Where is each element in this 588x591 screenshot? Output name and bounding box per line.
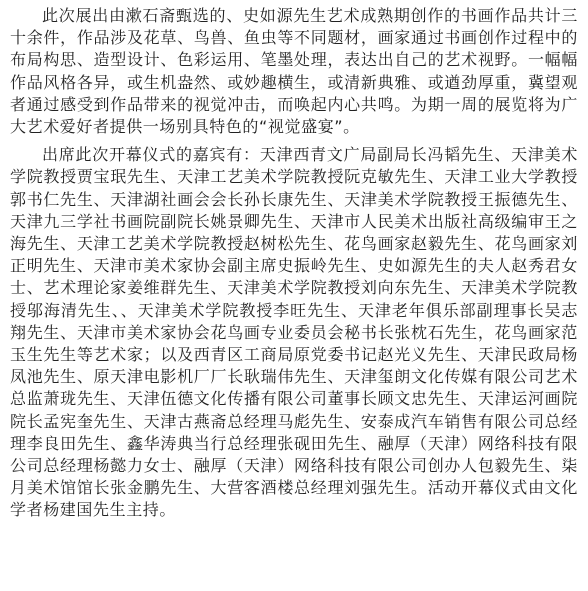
paragraph-guest-list: 出席此次开幕仪式的嘉宾有：天津西青文广局副局长冯韬先生、天津美术学院教授贾宝珉先生、天津工艺美术学院教授阮克敏先生、天津工业大学教授郭书仁先生、天津湖社画会会长孙长康先生、天津美术学院教授王振德先生、天津九三学社书画院副院长姚景卿先生、天津市人民美术出版社高级编审王之海先生、天津工艺美术学院教授赵树松先生、花鸟画家赵毅先生、花鸟画家刘正明先生、天津市美术家协会副主席史振岭先生、史如源先生的夫人赵秀君女士、艺术理论家姜维群先生、天津美术学院教授刘向东先生、天津美术学院教授邬海清先生、、天津美术学院教授李旺先生、天津老年俱乐部副理事长吴志翔先生、天津市美术家协会花鸟画专业委员会秘书长张枕石先生，花鸟画家范玉生先生等艺术家；以及西青区工商局原党委书记赵光义先生、天津民政局杨凤池先生、原天津电影机厂厂长耿瑞伟先生、天津玺朗文化传媒有限公司艺术总监萧珑先生、天津伍德文化传播有限公司董事长顾文忠先生、天津运河画院院长孟宪奎先生、天津古燕斋总经理马彪先生、安泰成汽车销售有限公司总经理李良田先生、鑫华涛典当行总经理张砚田先生、融厚（天津）网络科技有限公司总经理杨懿力女士、融厚（天津）网络科技有限公司创办人包毅先生、柒月美术馆馆长张金鹏先生、大营客酒楼总经理刘强先生。活动开幕仪式由文化学者杨建国先生主持。 — [10, 145, 578, 520]
paragraph-exhibition-intro: 此次展出由漱石斋甄选的、史如源先生艺术成熟期创作的书画作品共计三十余件，作品涉及花草、鸟兽、鱼虫等不同题材，画家通过书画创作过程中的布局构思、造型设计、色彩运用、笔墨处理，表达出自己的艺术视野。一幅幅作品风格各异，或生机盎然、或妙趣横生，或清新典雅、或遒劲厚重，冀望观者通过感受到作品带来的视觉冲击，而唤起内心共鸣。为期一周的展览将为广大艺术爱好者提供一场别具特色的“视觉盛宴”。 — [10, 6, 578, 137]
